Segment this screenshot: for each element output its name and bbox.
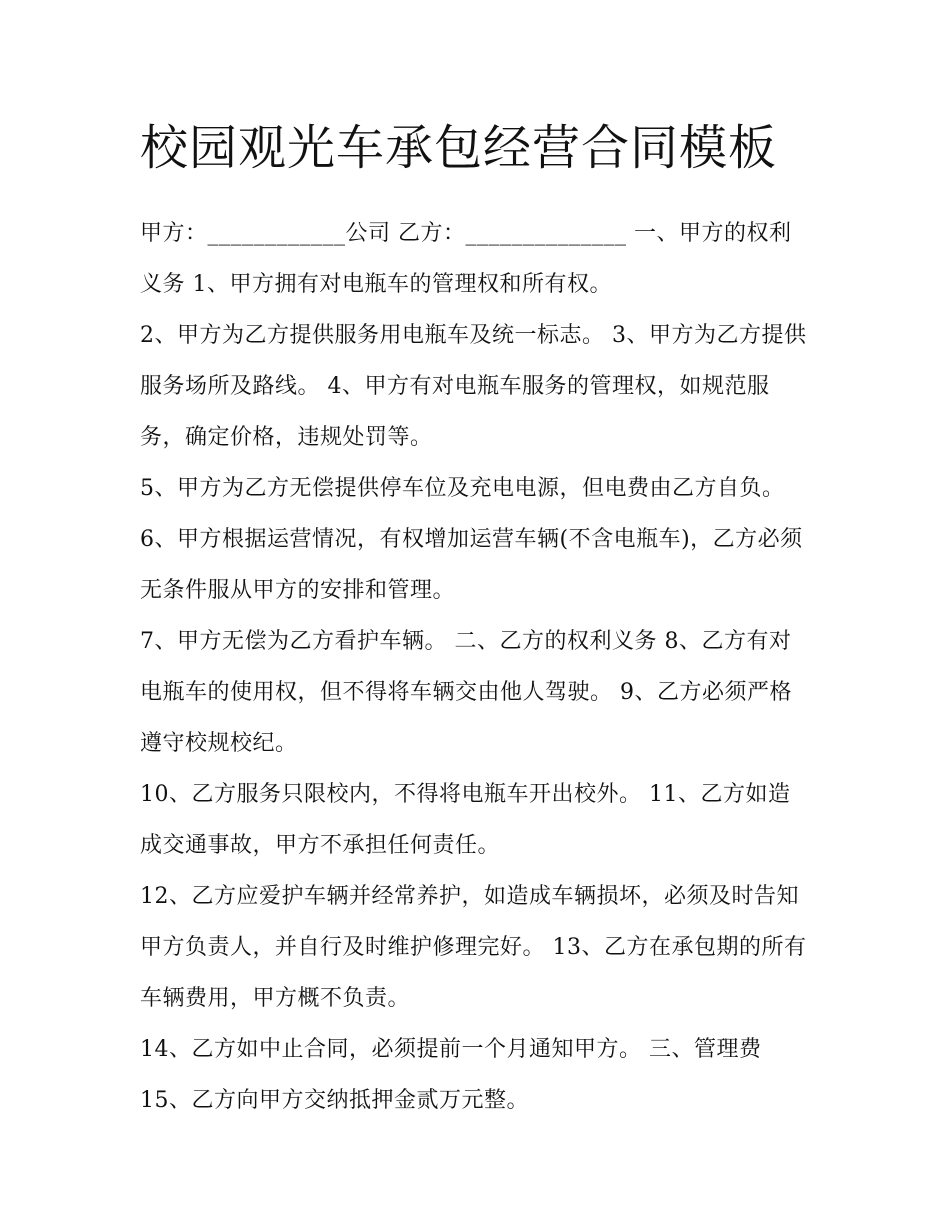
paragraph-5: 10、乙方服务只限校内，不得将电瓶车开出校外。 11、乙方如造成交通事故，甲方不承担任何责任。 bbox=[140, 782, 791, 858]
document-page bbox=[140, 112, 812, 1126]
document-title: 校园观光车承包经营合同模板 bbox=[140, 120, 778, 176]
paragraph-3: 5、甲方为乙方无偿提供停车位及充电电源，但电费由乙方自负。 6、甲方根据运营情况，有权增加运营车辆(不含电瓶车)，乙方必须无条件服从甲方的安排和管理。 bbox=[140, 476, 803, 603]
document-body bbox=[140, 208, 812, 1126]
paragraph-2: 2、甲方为乙方提供服务用电瓶车及统一标志。 3、甲方为乙方提供服务场所及路线。 4、甲方有对电瓶车服务的管理权，如规范服务，确定价格，违规处罚等。 bbox=[140, 323, 807, 450]
paragraph-4: 7、甲方无偿为乙方看护车辆。 二、乙方的权利义务 8、乙方有对电瓶车的使用权，但不得将车辆交由他人驾驶。 9、乙方必须严格遵守校规校纪。 bbox=[140, 629, 792, 756]
paragraph-7: 14、乙方如中止合同，必须提前一个月通知甲方。 三、管理费 15、乙方向甲方交纳抵押金贰万元整。 bbox=[140, 1037, 762, 1113]
paragraph-6: 12、乙方应爱护车辆并经常养护，如造成车辆损坏，必须及时告知甲方负责人，并自行及时维护修理完好。 13、乙方在承包期的所有车辆费用，甲方概不负责。 bbox=[140, 884, 807, 1011]
paragraph-1: 甲方：____________公司 乙方：______________ 一、甲方的权利义务 1、甲方拥有对电瓶车的管理权和所有权。 bbox=[140, 221, 792, 297]
